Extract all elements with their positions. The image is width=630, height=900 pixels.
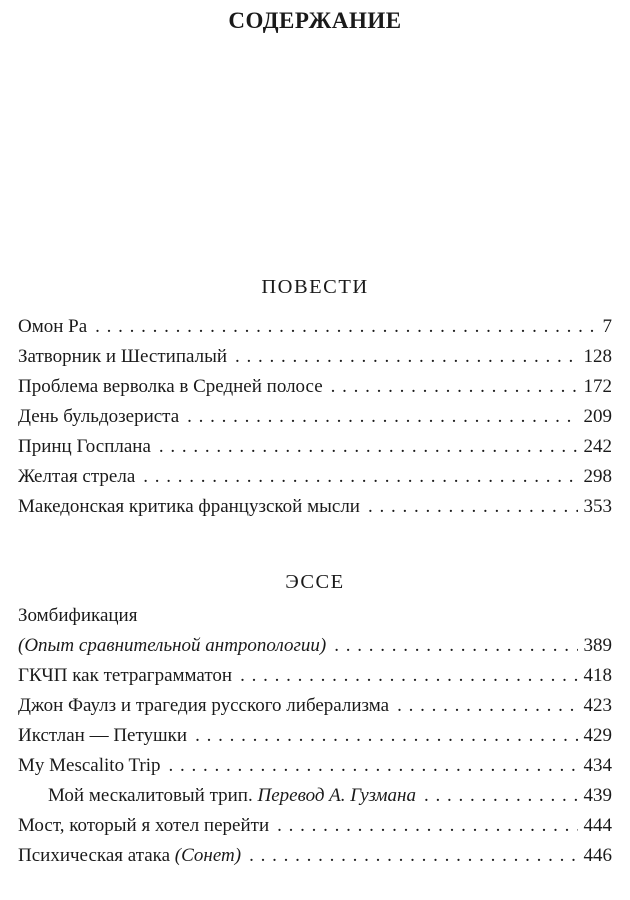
toc-entry-page: 209 (583, 406, 612, 427)
toc-entry-page: 7 (602, 316, 612, 337)
toc-entry-title: День бульдозериста (18, 406, 180, 427)
toc-entry-title: Икстлан — Петушки (18, 725, 188, 746)
toc-entry-title: Мост, который я хотел перейти (18, 815, 270, 836)
toc-entry-title-line[interactable] (18, 601, 612, 631)
toc-entry[interactable] (18, 721, 612, 751)
toc-entry[interactable] (18, 402, 612, 432)
dot-leader (424, 781, 578, 811)
toc-entry-page: 128 (583, 346, 612, 367)
toc-entry[interactable] (18, 432, 612, 462)
dot-leader (368, 492, 578, 522)
dot-leader (95, 312, 596, 342)
dot-leader (159, 432, 578, 462)
toc-entry-page: 353 (583, 496, 612, 517)
dot-leader (334, 631, 577, 661)
dot-leader (240, 661, 577, 691)
dot-leader (331, 372, 578, 402)
toc-entry[interactable] (18, 841, 612, 871)
toc-entry-title: Желтая стрела (18, 466, 136, 487)
dot-leader (187, 402, 577, 432)
toc-entry[interactable] (18, 811, 612, 841)
dot-leader (249, 841, 577, 871)
toc-entry-title: ГКЧП как тетраграмматон (18, 665, 233, 686)
toc-entry-page: 389 (583, 635, 612, 656)
toc-entry-page: 418 (583, 665, 612, 686)
toc-entry[interactable] (18, 631, 612, 661)
toc-entry-title: Зомбификация (18, 605, 138, 626)
dot-leader (235, 342, 578, 372)
toc-entry[interactable] (18, 691, 612, 721)
toc-entry-page: 429 (583, 725, 612, 746)
toc-entry[interactable] (18, 372, 612, 402)
toc-entry-page: 446 (583, 845, 612, 866)
toc-entry[interactable] (18, 342, 612, 372)
toc-entry-title: Омон Ра (18, 316, 88, 337)
toc-entry[interactable] (18, 462, 612, 492)
toc-entry[interactable] (18, 781, 612, 811)
dot-leader (143, 462, 577, 492)
toc-entry-page: 423 (583, 695, 612, 716)
toc-list-povesti (18, 312, 612, 522)
toc-entry-title: Македонская критика французской мысли (18, 496, 360, 517)
toc-entry[interactable] (18, 751, 612, 781)
toc-entry[interactable] (18, 312, 612, 342)
toc-entry-title: Принц Госплана (18, 436, 151, 457)
toc-entry-title: Проблема верволка в Средней полосе (18, 376, 323, 397)
toc-entry-page: 172 (583, 376, 612, 397)
toc-entry[interactable] (18, 492, 612, 522)
toc-list-esse (18, 601, 612, 871)
toc-entry[interactable] (18, 661, 612, 691)
dot-leader (277, 811, 577, 841)
toc-entry-title-text: Мой мескалитовый трип. (48, 785, 253, 806)
page-title: СОДЕРЖАНИЕ (228, 8, 402, 33)
dot-leader (169, 751, 578, 781)
toc-entry-subtitle-text: (Опыт сравнительной антропологии) (18, 635, 327, 656)
toc-entry-title (48, 781, 416, 811)
toc-entry-page: 439 (583, 785, 612, 806)
section-heading-esse: ЭССЕ (285, 571, 345, 593)
toc-entry-page: 298 (583, 466, 612, 487)
toc-entry-page: 444 (583, 815, 612, 836)
toc-entry-subtitle (18, 631, 326, 661)
section-heading-povesti: ПОВЕСТИ (261, 276, 369, 298)
toc-entry-title-italic: Перевод А. Гузмана (257, 785, 416, 806)
toc-entry-title: My Mescalito Trip (18, 755, 161, 776)
toc-entry-title-text: Психическая атака (18, 845, 171, 866)
toc-entry-title: Джон Фаулз и трагедия русского либерализма (18, 695, 390, 716)
toc-entry-page: 434 (583, 755, 612, 776)
toc-entry-title (18, 841, 241, 871)
dot-leader (195, 721, 577, 751)
dot-leader (397, 691, 577, 721)
toc-entry-page: 242 (583, 436, 612, 457)
toc-entry-title: Затворник и Шестипалый (18, 346, 227, 367)
toc-entry-title-italic: (Сонет) (174, 845, 242, 866)
